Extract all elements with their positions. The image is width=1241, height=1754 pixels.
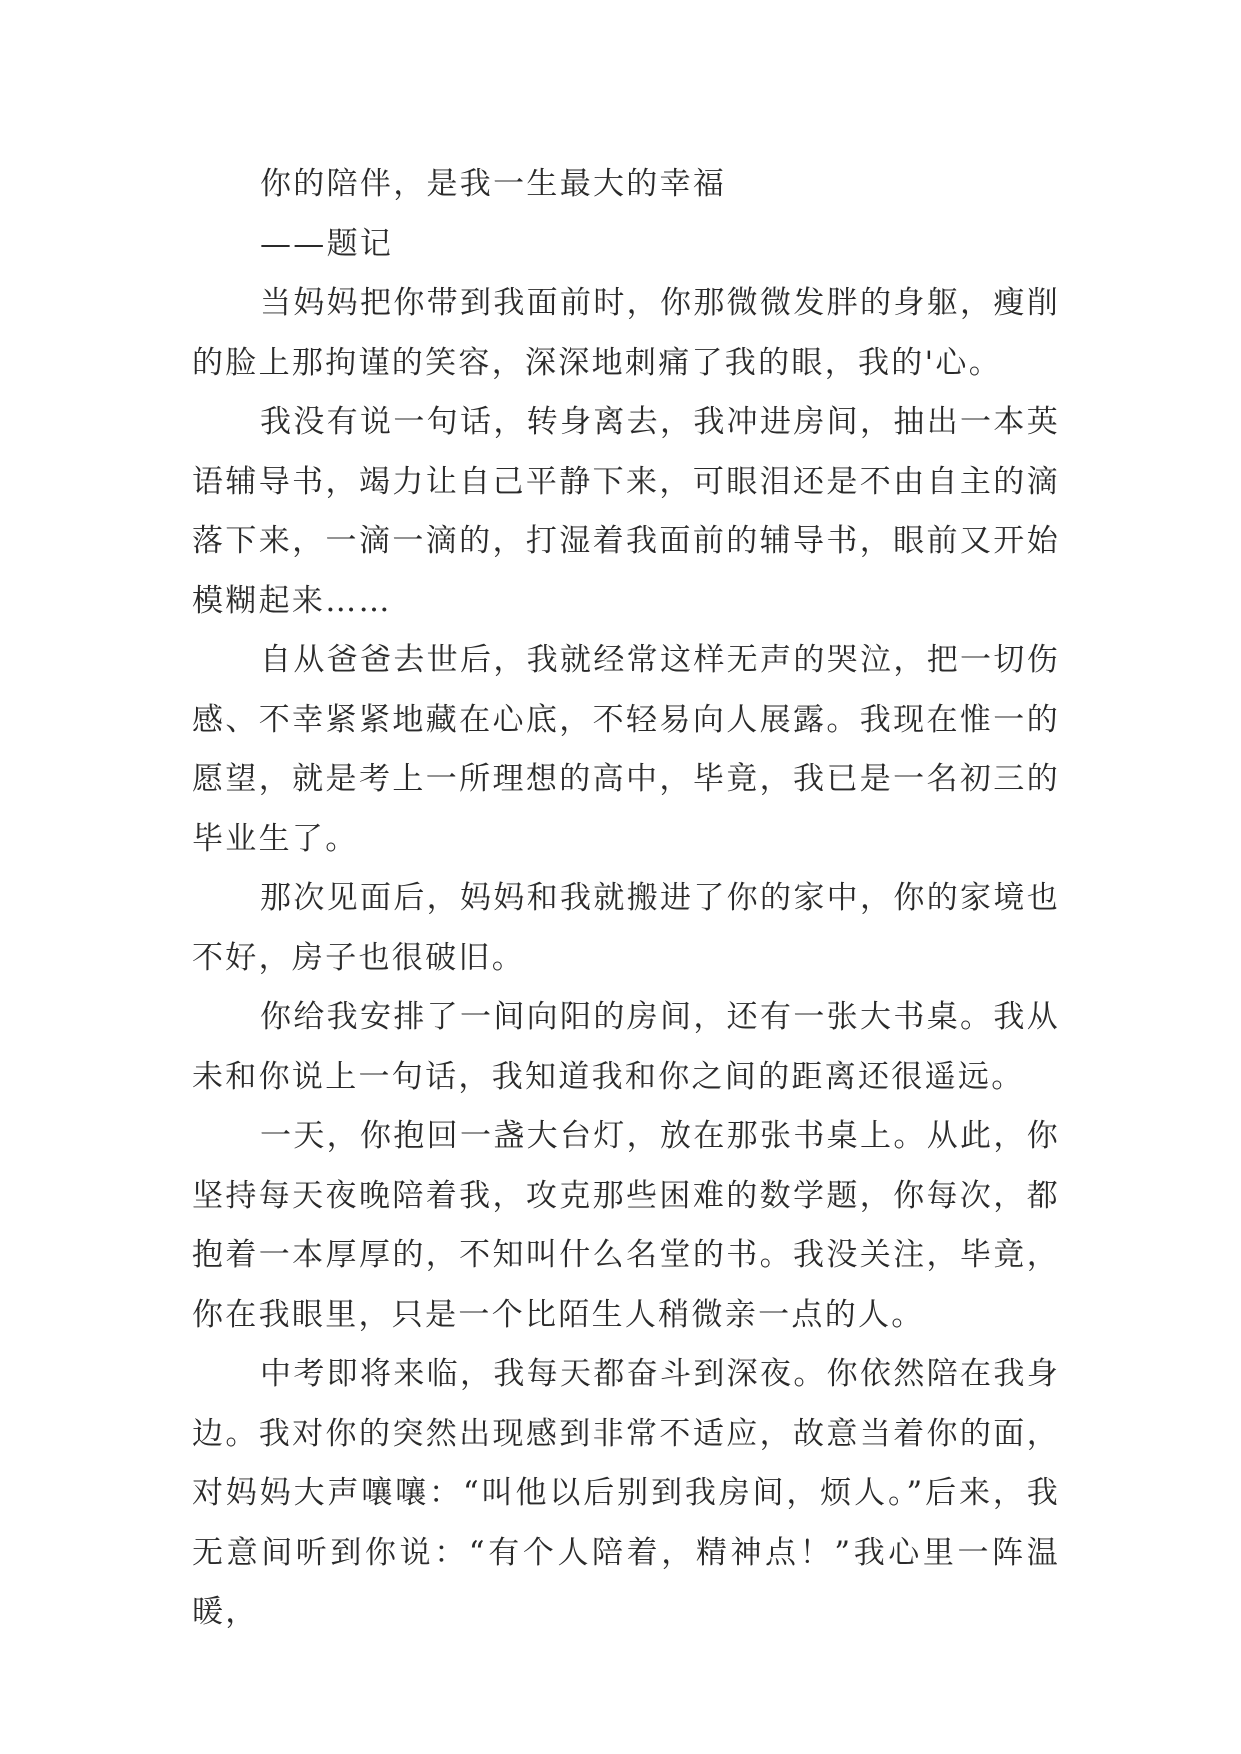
paragraph: 一天，你抱回一盏大台灯，放在那张书桌上。从此，你坚持每天夜晚陪着我，攻克那些困难的数学题，你每次，都抱着一本厚厚的，不知叫什么名堂的书。我没关注，毕竟，你在我眼里，只是一个比陌生人稍微亲一点的人。 [192,1118,1060,1333]
essay-body [192,155,1060,1643]
paragraph: 你给我安排了一间向阳的房间，还有一张大书桌。我从未和你说上一句话，我知道我和你之间的距离还很遥远。 [192,999,1060,1095]
paragraph: 那次见面后，妈妈和我就搬进了你的家中，你的家境也不好，房子也很破旧。 [192,880,1060,976]
epigraph-attribution: ——题记 [260,225,394,262]
paragraph: 当妈妈把你带到我面前时，你那微微发胖的身躯，瘦削的脸上那拘谨的笑容，深深地刺痛了我的眼，我的'心。 [192,285,1060,381]
paragraph: 我没有说一句话，转身离去，我冲进房间，抽出一本英语辅导书，竭力让自己平静下来，可眼泪还是不由自主的滴落下来，一滴一滴的，打湿着我面前的辅导书，眼前又开始模糊起来…… [192,404,1060,619]
paragraph: 自从爸爸去世后，我就经常这样无声的哭泣，把一切伤感、不幸紧紧地藏在心底，不轻易向人展露。我现在惟一的愿望，就是考上一所理想的高中，毕竟，我已是一名初三的毕业生了。 [192,642,1060,857]
paragraph: 中考即将来临，我每天都奋斗到深夜。你依然陪在我身边。我对你的突然出现感到非常不适应，故意当着你的面，对妈妈大声嚷嚷：“叫他以后别到我房间，烦人。”后来，我无意间听到你说：“有个人陪着，精神点！”我心里一阵温暖， [192,1356,1060,1630]
epigraph: 你的陪伴，是我一生最大的幸福 [260,166,727,202]
